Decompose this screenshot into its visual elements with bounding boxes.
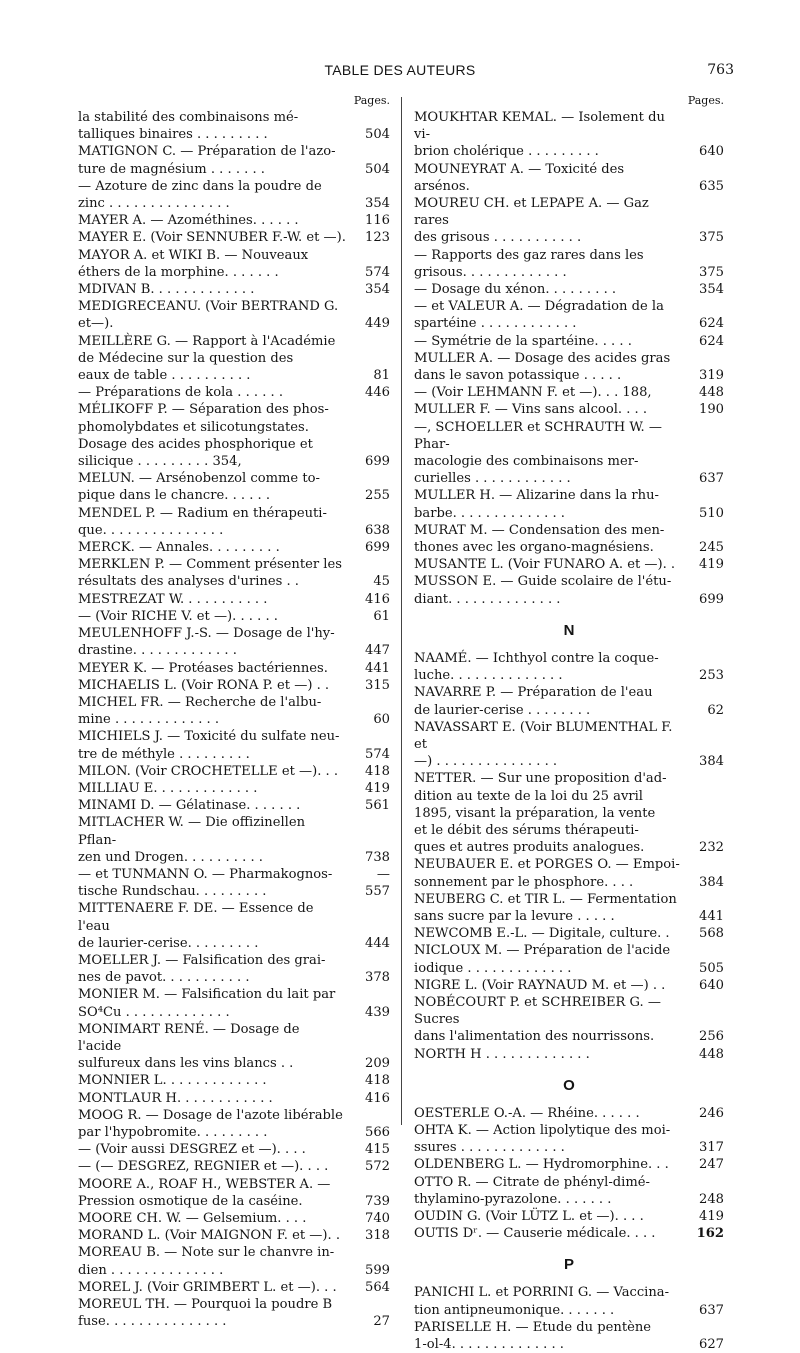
index-entry [78, 625, 390, 659]
column-divider [401, 97, 402, 1125]
entry-text: NOBÉCOURT P. et SCHREIBER G. — Sucres dans l'alimentation des nourrissons. [414, 994, 661, 1045]
entry-page-number: 162 [696, 1226, 724, 1242]
entry-text: MUSANTE L. (Voir FUNARO A. et —). . [414, 557, 676, 573]
entry-page-number: 81 [373, 368, 390, 384]
entry-page-number: 62 [707, 702, 724, 718]
section-letter-n: N [563, 621, 575, 639]
entry-text: MULLER A. — Dosage des acides gras dans le savon potassique . . . . . [414, 350, 671, 384]
entry-text: MAYER A. — Azométhines. . . . . . [78, 213, 299, 229]
index-entry [414, 1122, 724, 1156]
index-entry [414, 419, 724, 488]
entry-page-number: 637 [699, 471, 724, 487]
entry-page-number: 447 [365, 643, 390, 659]
index-entry [78, 1141, 390, 1158]
entry-text: MICHIELS J. — Toxicité du sulfate neu- tre de méthyle . . . . . . . . . [78, 729, 340, 762]
entry-page-number: 416 [365, 1090, 390, 1106]
index-entry [78, 1227, 390, 1244]
index-entry [78, 780, 390, 797]
entry-text: MULLER H. — Alizarine dans la rhu- barbe. . . . . . . . . . . . . . [414, 488, 659, 521]
entry-page-number: 419 [699, 557, 724, 573]
entry-page-number: 354 [365, 196, 390, 212]
entry-text: — et VALEUR A. — Dégradation de la spartéine . . . . . . . . . . . . [414, 299, 664, 332]
entry-text: MAYER E. (Voir SENNUBER F.-W. et —). [78, 230, 346, 246]
entry-text: MOREAU B. — Note sur le chanvre in- dien . . . . . . . . . . . . . . [78, 1245, 335, 1278]
index-entry [78, 539, 390, 556]
entry-page-number: 27 [373, 1314, 390, 1330]
pages-column-heading: Pages. [353, 94, 390, 107]
index-entry [78, 1176, 390, 1210]
entry-page-number: 123 [365, 230, 390, 246]
entry-page-number: 699 [699, 591, 724, 607]
entry-page-number: 441 [699, 908, 724, 924]
index-entry [78, 470, 390, 504]
entry-text: — Rapports des gaz rares dans les grisous. . . . . . . . . . . . . [414, 247, 644, 280]
entry-text: MENDEL P. — Radium en thérapeuti- que. . . . . . . . . . . . . . . [78, 505, 327, 538]
entry-page-number: 574 [365, 746, 390, 762]
entry-text: OESTERLE O.-A. — Rhéine. . . . . . [414, 1105, 640, 1121]
entry-text: MATIGNON C. — Préparation de l'azo- ture de magnésium . . . . . . . [78, 144, 336, 177]
section-letter-p: P [563, 1256, 574, 1274]
entry-page-number: 247 [699, 1157, 724, 1173]
index-entry [78, 1244, 390, 1278]
entry-page-number: 740 [365, 1211, 390, 1226]
index-entry [414, 401, 724, 418]
index-entry [414, 350, 724, 384]
left-entry-list [78, 109, 390, 1330]
entry-page-number: 448 [699, 385, 724, 401]
entry-page-number: 190 [699, 402, 724, 418]
index-entry [78, 952, 390, 986]
entry-text: MOUKHTAR KEMAL. — Isolement du vi- brion cholérique . . . . . . . . . [414, 110, 665, 160]
entry-page-number: 638 [365, 522, 390, 538]
entry-text: NEUBAUER E. et PORGES O. — Empoi- sonnement par le phosphore. . . . [414, 857, 680, 890]
index-entry [78, 728, 390, 762]
entry-page-number: 256 [699, 1029, 724, 1045]
entry-text: MEILLÈRE G. — Rapport à l'Académie de Médecine sur la question des eaux de table . . . . . . . . . . [78, 333, 336, 384]
entry-page-number: 375 [699, 264, 724, 280]
entry-page-number: 572 [365, 1159, 390, 1175]
entry-page-number: 384 [699, 754, 724, 770]
entry-text: — Dosage du xénon. . . . . . . . . [414, 282, 617, 298]
index-entry [78, 505, 390, 539]
entry-text: MITLACHER W. — Die offizinellen Pflan- zen und Drogen. . . . . . . . . . [78, 815, 306, 865]
index-entry [78, 281, 390, 298]
entry-list-n [414, 650, 724, 1063]
entry-page-number: 624 [699, 316, 724, 332]
entry-page-number: 45 [373, 574, 390, 590]
index-entry [78, 109, 390, 143]
entry-text: OTTO R. — Citrate de phényl-dimé- thylamino-pyrazolone. . . . . . . [414, 1174, 650, 1207]
entry-page-number: 418 [365, 763, 390, 779]
entry-text: MOORE A., ROAF H., WEBSTER A. — Pression osmotique de la caséine. [78, 1176, 331, 1209]
index-entry [78, 1107, 390, 1141]
entry-page-number: 60 [373, 712, 390, 728]
entry-page-number: 699 [365, 540, 390, 556]
entry-page-number: 561 [365, 798, 390, 814]
index-entry [78, 212, 390, 229]
index-entry [414, 1046, 724, 1063]
entry-text: la stabilité des combinaisons mé- talliques binaires . . . . . . . . . [78, 110, 299, 143]
index-entry [414, 719, 724, 771]
index-entry [414, 247, 724, 281]
index-entry [414, 1319, 724, 1353]
page-number: 763 [707, 62, 734, 78]
entry-text: MINAMI D. — Gélatinase. . . . . . . [78, 798, 301, 814]
index-entry [414, 1156, 724, 1173]
index-entry [78, 1296, 390, 1330]
entry-text: NORTH H . . . . . . . . . . . . . [414, 1046, 590, 1062]
left-column [78, 92, 390, 1330]
pages-column-heading: Pages. [687, 94, 724, 107]
entry-text: MICHEL FR. — Recherche de l'albu- mine . . . . . . . . . . . . . [78, 694, 322, 728]
index-entry [78, 1090, 390, 1107]
entry-page-number: 248 [699, 1191, 724, 1207]
index-entry [414, 942, 724, 976]
entry-text: MOELLER J. — Falsification des grai- nes de pavot. . . . . . . . . . . [78, 952, 326, 986]
entry-text: MONIMART RENÉ. — Dosage de l'acide sulfureux dans les vins blancs . . [78, 1021, 300, 1072]
entry-text: NAAMÉ. — Ichthyol contre la coque- luche. . . . . . . . . . . . . . [414, 650, 659, 684]
entry-text: —, SCHOELLER et SCHRAUTH W. — Phar- macologie des combinaisons mer- curielles . . . . . . . . . . . . [414, 419, 662, 487]
index-entry [78, 298, 390, 332]
index-entry [78, 178, 390, 212]
index-entry [78, 866, 390, 900]
entry-text: MITTENAERE F. DE. — Essence de l'eau de laurier-cerise. . . . . . . . . [78, 901, 314, 951]
entry-text: — (Voir LEHMANN F. et —). . . 188, [414, 385, 652, 401]
entry-page-number: 317 [699, 1140, 724, 1156]
index-entry [78, 1021, 390, 1073]
entry-page-number: 61 [373, 608, 390, 624]
entry-text: — (Voir RICHE V. et —). . . . . . [78, 608, 278, 624]
entry-page-number: 416 [365, 591, 390, 607]
entry-page-number: 510 [699, 505, 724, 521]
entry-page-number: 418 [365, 1073, 390, 1089]
entry-text: — et TUNMANN O. — Pharmakognos- tische Rundschau. . . . . . . . . [78, 866, 333, 900]
entry-text: PANICHI L. et PORRINI G. — Vaccina- tion antipneumonique. . . . . . . [414, 1285, 670, 1318]
entry-text: MURAT M. — Condensation des men- thones avec les organo-magnésiens. [414, 522, 665, 556]
entry-text: MDIVAN B. . . . . . . . . . . . . [78, 282, 255, 298]
entry-page-number: 568 [699, 926, 724, 942]
entry-page-number: 375 [699, 230, 724, 246]
entry-text: MONNIER L. . . . . . . . . . . . . [78, 1073, 267, 1089]
entry-page-number: 319 [699, 368, 724, 384]
index-entry [78, 608, 390, 625]
running-title: TABLE DES AUTEURS [324, 62, 476, 78]
entry-page-number: 504 [365, 161, 390, 177]
entry-text: MAYOR A. et WIKI B. — Nouveaux éthers de la morphine. . . . . . . [78, 247, 309, 280]
section-letter-o: O [563, 1076, 575, 1094]
index-entry [414, 556, 724, 573]
index-entry [414, 298, 724, 332]
entry-text: — Préparations de kola . . . . . . [78, 385, 284, 401]
entry-text: MOUNEYRAT A. — Toxicité des arsénos. [414, 161, 625, 194]
entry-page-number: 738 [365, 849, 390, 865]
entry-page-number: 384 [699, 874, 724, 890]
entry-text: OUTIS Dʳ. — Causerie médicale. . . . [414, 1226, 656, 1242]
index-entry [78, 1279, 390, 1296]
index-entry [78, 694, 390, 728]
entry-page-number: 209 [365, 1056, 390, 1072]
entry-page-number: 255 [365, 488, 390, 504]
entry-text: MOORE CH. W. — Gelsemium. . . . [78, 1211, 307, 1226]
entry-page-number: 448 [699, 1046, 724, 1062]
entry-text: MOOG R. — Dosage de l'azote libérable par l'hypobromite. . . . . . . . . [78, 1107, 343, 1140]
index-entry [78, 1158, 390, 1175]
right-column [414, 92, 724, 1353]
entry-page-number: 637 [699, 1302, 724, 1318]
entry-page-number: 446 [365, 385, 390, 401]
page-header [0, 62, 800, 84]
entry-page-number: 415 [365, 1142, 390, 1158]
entry-page-number: 354 [365, 282, 390, 298]
entry-page-number: 640 [699, 144, 724, 160]
entry-page-number: 246 [699, 1105, 724, 1121]
entry-text: MELUN. — Arsénobenzol comme to- pique dans le chancre. . . . . . [78, 471, 320, 504]
entry-page-number: 419 [365, 780, 390, 796]
index-entry [414, 891, 724, 925]
index-entry [414, 333, 724, 350]
index-entry [78, 677, 390, 694]
entry-text: — Symétrie de la spartéine. . . . . [414, 333, 632, 349]
entry-text: — (— DESGREZ, REGNIER et —). . . . [78, 1159, 329, 1175]
entry-page-number: 245 [699, 540, 724, 556]
entry-text: MILON. (Voir CROCHETELLE et —). . . [78, 763, 339, 779]
index-entry [414, 573, 724, 607]
index-entry [414, 1174, 724, 1208]
entry-page-number: 441 [365, 660, 390, 676]
entry-text: NAVASSART E. (Voir BLUMENTHAL F. et —) . . . . . . . . . . . . . . . [414, 719, 673, 770]
entry-text: OLDENBERG L. — Hydromorphine. . . [414, 1157, 669, 1173]
entry-text: MERCK. — Annales. . . . . . . . . [78, 540, 280, 556]
entry-page-number: 624 [699, 333, 724, 349]
index-entry [78, 797, 390, 814]
index-entry [414, 487, 724, 521]
entry-page-number: 627 [699, 1337, 724, 1352]
entry-text: MEYER K. — Protéases bactériennes. [78, 660, 328, 676]
entry-page-number: 318 [365, 1228, 390, 1244]
index-entry [78, 986, 390, 1020]
entry-text: MESTREZAT W. . . . . . . . . . . [78, 591, 268, 607]
index-entry [414, 109, 724, 161]
index-entry [414, 195, 724, 247]
index-entry [78, 660, 390, 677]
entry-page-number: 574 [365, 264, 390, 280]
entry-text: MULLER F. — Vins sans alcool. . . . [414, 402, 648, 418]
entry-text: NEUBERG C. et TIR L. — Fermentation sans sucre par la levure . . . . . [414, 891, 677, 924]
entry-page-number: 739 [365, 1193, 390, 1209]
index-entry [414, 856, 724, 890]
index-entry [78, 247, 390, 281]
entry-page-number: 419 [699, 1208, 724, 1224]
entry-page-number: 378 [365, 970, 390, 986]
entry-text: NICLOUX M. — Préparation de l'acide iodique . . . . . . . . . . . . . [414, 943, 671, 976]
index-entry [78, 556, 390, 590]
entry-list-o [414, 1105, 724, 1243]
index-entry [78, 763, 390, 780]
entry-page-number: 504 [365, 127, 390, 143]
index-entry [414, 925, 724, 942]
entry-page-number: 439 [365, 1004, 390, 1020]
entry-text: NAVARRE P. — Préparation de l'eau de laurier-cerise . . . . . . . . [414, 685, 653, 718]
entry-page-number: 566 [365, 1124, 390, 1140]
entry-page-number: 232 [699, 840, 724, 856]
entry-text: OUDIN G. (Voir LÜTZ L. et —). . . . [414, 1208, 644, 1224]
entry-text: MEDIGRECEANU. (Voir BERTRAND G. et—). [78, 299, 339, 332]
entry-text: MUSSON E. — Guide scolaire de l'étu- diant. . . . . . . . . . . . . . [414, 574, 672, 607]
entry-page-number: 635 [699, 178, 724, 194]
entry-page-number: 599 [365, 1262, 390, 1278]
index-entry [414, 650, 724, 684]
entry-text: — (Voir aussi DESGREZ et —). . . . [78, 1142, 306, 1158]
entry-text: — Azoture de zinc dans la poudre de zinc . . . . . . . . . . . . . . . [78, 178, 322, 212]
index-entry [78, 1072, 390, 1089]
index-entry [414, 1225, 724, 1242]
index-entry [414, 1105, 724, 1122]
index-entry [78, 229, 390, 246]
entry-page-number: 564 [365, 1279, 390, 1295]
entry-text: MOREUL TH. — Pourquoi la poudre B fuse. . . . . . . . . . . . . . . [78, 1297, 333, 1330]
index-entry [414, 384, 724, 401]
index-entry [414, 281, 724, 298]
index-entry [78, 401, 390, 470]
entry-text: MÉLIKOFF P. — Séparation des phos- phomolybdates et silicotungstates. Dosage des acides phosphorique et silicique . . . . . . . . . 354, [78, 402, 329, 470]
entry-text: OHTA K. — Action lipolytique des moi- ssures . . . . . . . . . . . . . [414, 1122, 671, 1156]
index-entry [414, 770, 724, 856]
entry-text: MONTLAUR H. . . . . . . . . . . . [78, 1090, 273, 1106]
index-entry [78, 900, 390, 952]
index-entry [414, 161, 724, 195]
entry-text: MONIER M. — Falsification du lait par SO⁴Cu . . . . . . . . . . . . . [78, 987, 336, 1020]
index-entry [78, 814, 390, 866]
index-entry [414, 684, 724, 718]
entry-text: MEULENHOFF J.-S. — Dosage de l'hy- drastine. . . . . . . . . . . . . [78, 626, 335, 659]
entry-text: MOREL J. (Voir GRIMBERT L. et —). . . [78, 1279, 337, 1295]
entry-page-number: 505 [699, 960, 724, 976]
entry-page-number: 699 [365, 454, 390, 470]
entry-text: NIGRE L. (Voir RAYNAUD M. et —) . . [414, 977, 666, 993]
entry-page-number: 640 [699, 977, 724, 993]
index-entry [78, 1210, 390, 1227]
entry-page-number: 315 [365, 677, 390, 693]
entry-page-number: 354 [699, 282, 724, 298]
index-entry [414, 994, 724, 1046]
index-entry [78, 143, 390, 177]
index-entry [78, 333, 390, 385]
entry-page-number: 449 [365, 316, 390, 332]
entry-text: MOUREU CH. et LEPAPE A. — Gaz rares des grisous . . . . . . . . . . . [414, 196, 649, 246]
entry-text: NEWCOMB E.-L. — Digitale, culture. . [414, 926, 670, 942]
index-entry [414, 522, 724, 556]
entry-text: MICHAELIS L. (Voir RONA P. et —) . . [78, 677, 330, 693]
index-entry [414, 1284, 724, 1318]
entry-page-number: 253 [699, 668, 724, 684]
entry-text: MORAND L. (Voir MAIGNON F. et —). . [78, 1228, 340, 1244]
entry-text: MERKLEN P. — Comment présenter les résultats des analyses d'urines . . [78, 557, 342, 590]
index-entry [78, 591, 390, 608]
entry-page-number: 116 [365, 213, 390, 229]
entry-list-p [414, 1284, 724, 1353]
index-entry [414, 977, 724, 994]
index-entry [414, 1208, 724, 1225]
entry-text: NETTER. — Sur une proposition d'ad- dition au texte de la loi du 25 avril 1895, visant la préparation, la vente et le débit des sérums thérapeuti- ques et autres produits analogues. [414, 771, 667, 856]
entry-page-number: — 557 [365, 866, 390, 900]
entry-text: PARISELLE H. — Etude du pentène 1-ol-4. . . . . . . . . . . . . . [414, 1319, 652, 1352]
entry-text: MILLIAU E. . . . . . . . . . . . . [78, 780, 258, 796]
entry-list-m [414, 109, 724, 608]
entry-page-number: 444 [365, 935, 390, 951]
index-entry [78, 384, 390, 401]
